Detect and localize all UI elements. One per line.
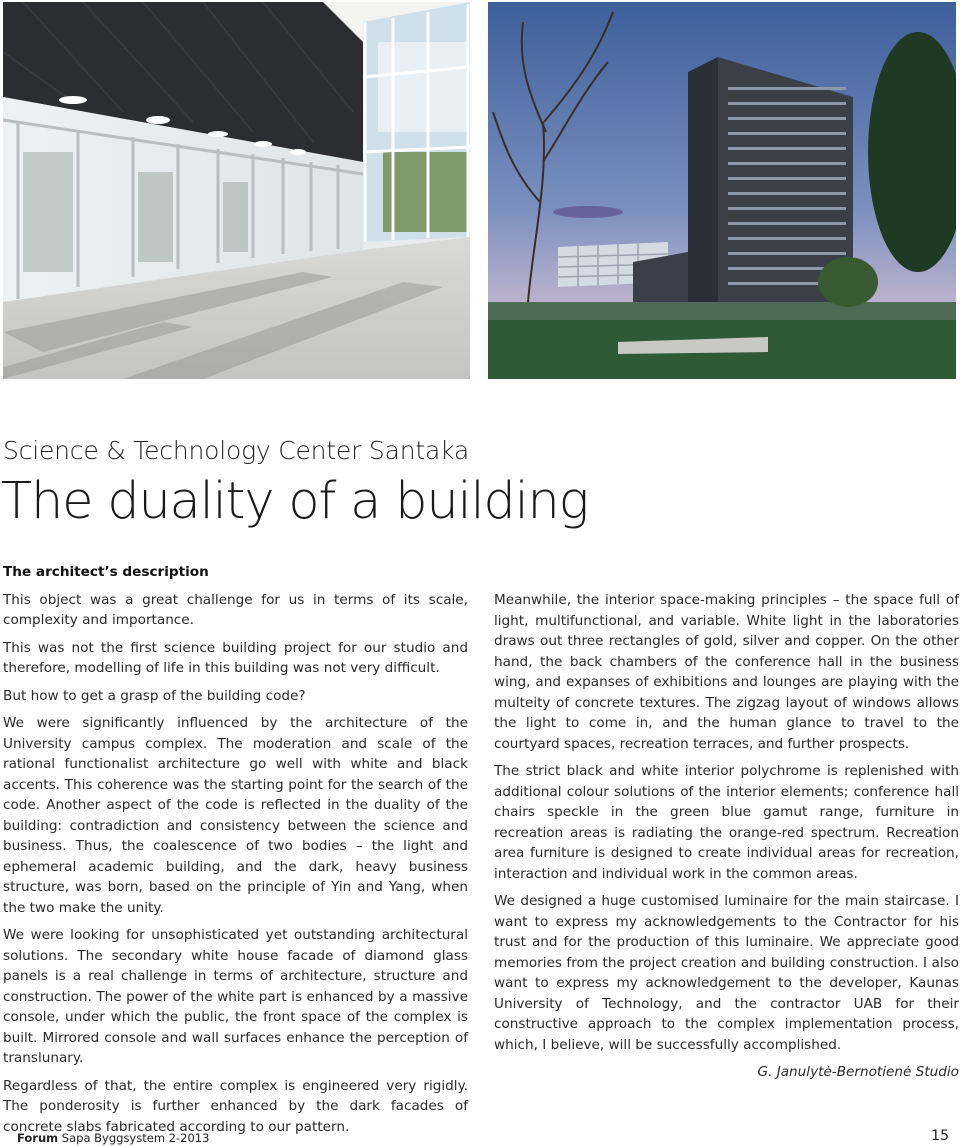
article-subtitle: Science & Technology Center Santaka	[3, 436, 470, 465]
paragraph: The strict black and white interior polychrome is replenished with additional colour solutions of the interior elements; conference hall chairs speckle in the green blue gamut range, furniture in recreation areas is radiating the orange-red spectrum. Recreation area furniture is designed to create individual areas for recreation, interaction and individual work in the common areas.	[494, 763, 959, 882]
paragraph: Regardless of that, the entire complex is engineered very rigidly. The ponderosity is further enhanced by the dark facades of concrete slabs fabricated according to our pattern.	[3, 1077, 468, 1135]
paragraph: This object was a great challenge for us in terms of its scale, complexity and importance.	[3, 591, 468, 628]
page-number: 15	[931, 1128, 949, 1144]
signature: G. Janulytė-Bernotienė Studio	[757, 1064, 959, 1080]
exterior-photo	[488, 2, 956, 379]
section-heading: The architect’s description	[3, 564, 209, 580]
paragraph: Meanwhile, the interior space-making principles – the space full of light, multifunctional, and variable. White light in the laboratories draws out three rectangles of gold, silver and copper. On the other hand, the back chambers of the conference hall in the business wing, and expanses of exhibitions and lounges are playing with the multeity of concrete textures. The zigzag layout of windows allows the light to come in, and the human glance to travel to the courtyard spaces, recreation terraces, and further prospects.	[494, 592, 959, 752]
article-title: The duality of a building	[1, 472, 589, 531]
paragraph: But how to get a grasp of the building code?	[3, 687, 306, 704]
paragraph: We were significantly influenced by the architecture of the University campus complex. The moderation and scale of the rational functionalist architecture go well with white and black accents. This coherence was the starting point for the search of the code. Another aspect of the code is reflected in the duality of the building: contradiction and consistency between the science and business. Thus, the coalescence of two bodies – the light and ephemeral academic building, and the dark, heavy business structure, was born, based on the principle of Yin and Yang, when the two make the unity.	[3, 715, 468, 916]
right-column	[494, 590, 959, 1090]
left-column	[3, 562, 468, 1144]
footer-publication	[17, 1131, 209, 1145]
interior-photo	[3, 2, 470, 379]
footer-issue: Sapa Byggsystem 2-2013	[58, 1131, 210, 1145]
paragraph: We were looking for unsophisticated yet outstanding architectural solutions. The secondary white house facade of diamond glass panels is a real challenge in terms of architecture, structure and construction. The power of the white part is enhanced by a massive console, under which the public, the front space of the complex is built. Mirrored console and wall surfaces enhance the perception of translunary.	[3, 927, 468, 1066]
footer-brand: Forum	[17, 1131, 59, 1145]
paragraph: We designed a huge customised luminaire for the main staircase. I want to express my acknowledgements to the Contractor for his trust and for the production of this luminaire. We appreciate good memories from the project creation and building construction. I also want to express my acknowledgement to the developer, Kaunas University of Technology, and the contractor UAB for their constructive approach to the complex implementation process, which, I believe, will be successfully accomplished.	[494, 893, 959, 1053]
paragraph: This was not the first science building project for our studio and therefore, modelling of life in this building was not very difficult.	[3, 639, 468, 676]
